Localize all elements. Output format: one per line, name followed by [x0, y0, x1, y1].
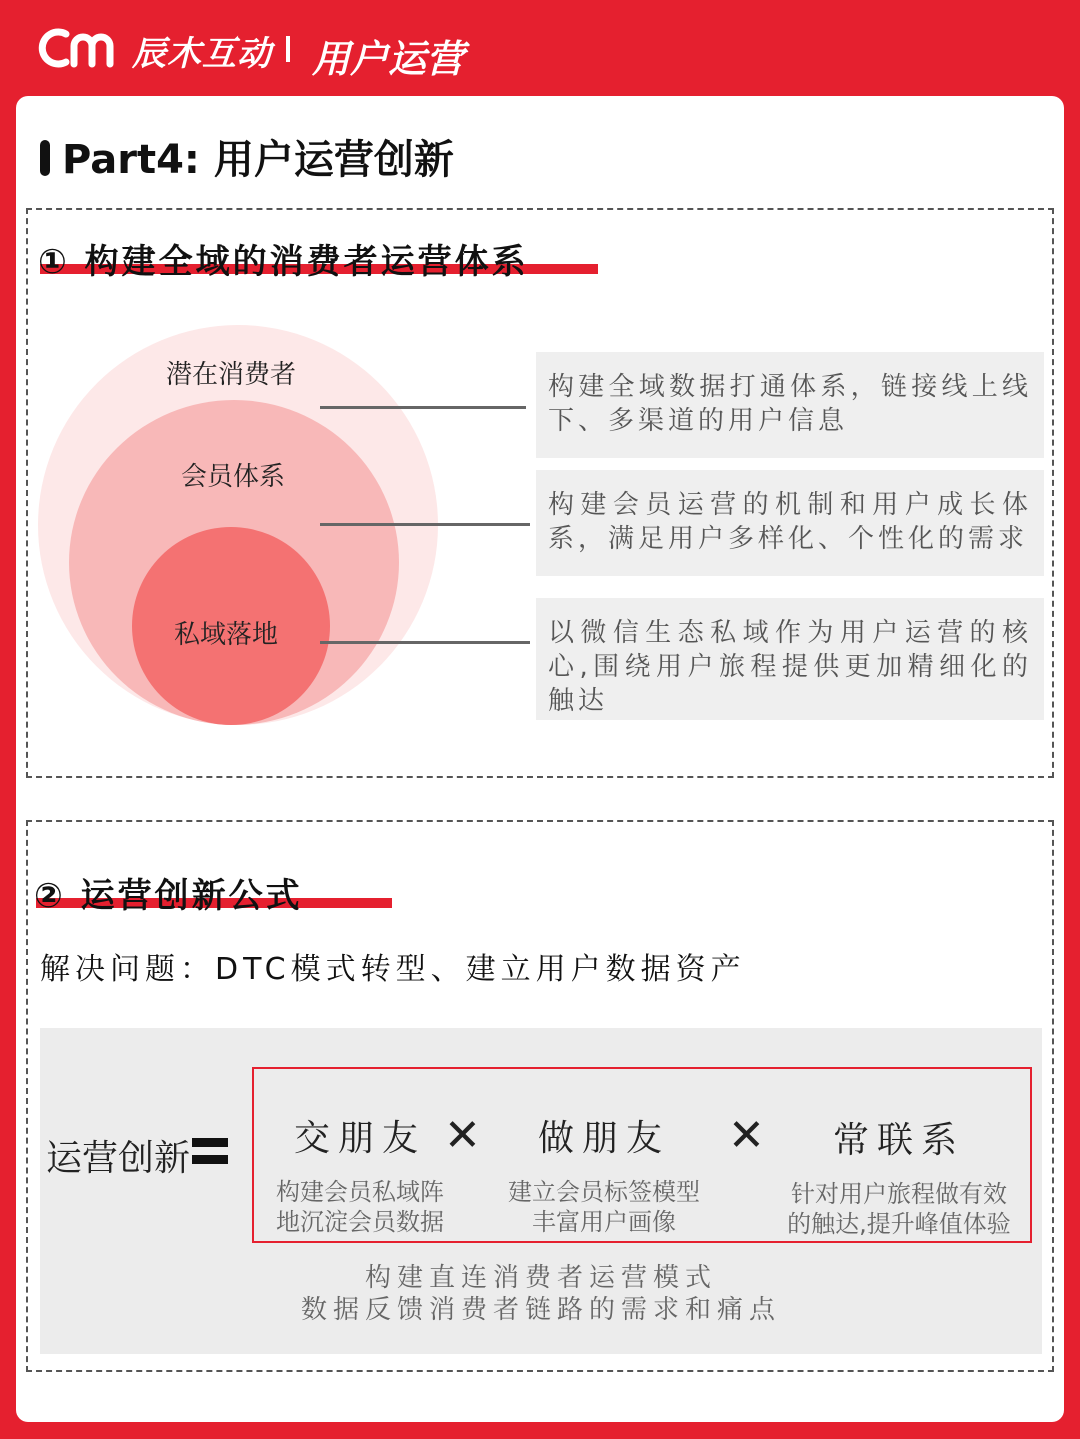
multiply-icon-2: ✕ [728, 1110, 765, 1161]
term-title: 常联系 [832, 1120, 965, 1161]
connector-line-1 [320, 406, 526, 409]
problem-statement: 解决问题：DTC模式转型、建立用户数据资产 [40, 952, 746, 987]
cm-logo-icon [38, 26, 130, 70]
connector-line-2 [320, 523, 530, 526]
brand-name: 辰木互动 [132, 34, 272, 74]
term-desc: 构建会员私域阵 地沉淀会员数据 [276, 1178, 444, 1236]
formula-summary [40, 1262, 1042, 1326]
section-name: 用户运营 [312, 37, 465, 81]
page-title: Part4: 用户运营创新 [62, 137, 454, 183]
summary-line-2: 数据反馈消费者链路的需求和痛点 [300, 1295, 781, 1325]
description-box-2: 构建会员运营的机制和用户成长体系，满足用户多样化、个性化的需求 [536, 470, 1044, 576]
summary-line-1: 构建直连消费者运营模式 [364, 1263, 717, 1293]
term-title: 交朋友 [293, 1118, 426, 1159]
equals-icon [192, 1136, 228, 1166]
header-divider [286, 36, 290, 62]
term-make-friends [262, 1110, 458, 1237]
potential-consumers-label: 潜在消费者 [166, 360, 297, 390]
term-desc: 针对用户旅程做有效 的触达,提升峰值体验 [787, 1180, 1011, 1238]
term-title: 做朋友 [537, 1118, 670, 1159]
section2-title: ② 运营创新公式 [34, 876, 303, 916]
membership-label: 会员体系 [181, 462, 286, 492]
section1-title: ① 构建全域的消费者运营体系 [38, 242, 529, 282]
formula-label: 运营创新 [46, 1138, 191, 1179]
term-be-friends [492, 1110, 716, 1237]
description-box-1: 构建全域数据打通体系，链接线上线下、多渠道的用户信息 [536, 352, 1044, 458]
connector-line-3 [320, 641, 530, 644]
description-box-3: 以微信生态私域作为用户运营的核心,围绕用户旅程提供更加精细化的触达 [536, 598, 1044, 720]
multiply-icon-1: ✕ [444, 1110, 481, 1161]
private-domain-label: 私域落地 [174, 620, 279, 650]
term-desc: 建立会员标签模型 丰富用户画像 [508, 1178, 700, 1236]
term-keep-in-touch [774, 1112, 1024, 1239]
title-accent-bar [40, 140, 50, 176]
header [0, 0, 1080, 96]
